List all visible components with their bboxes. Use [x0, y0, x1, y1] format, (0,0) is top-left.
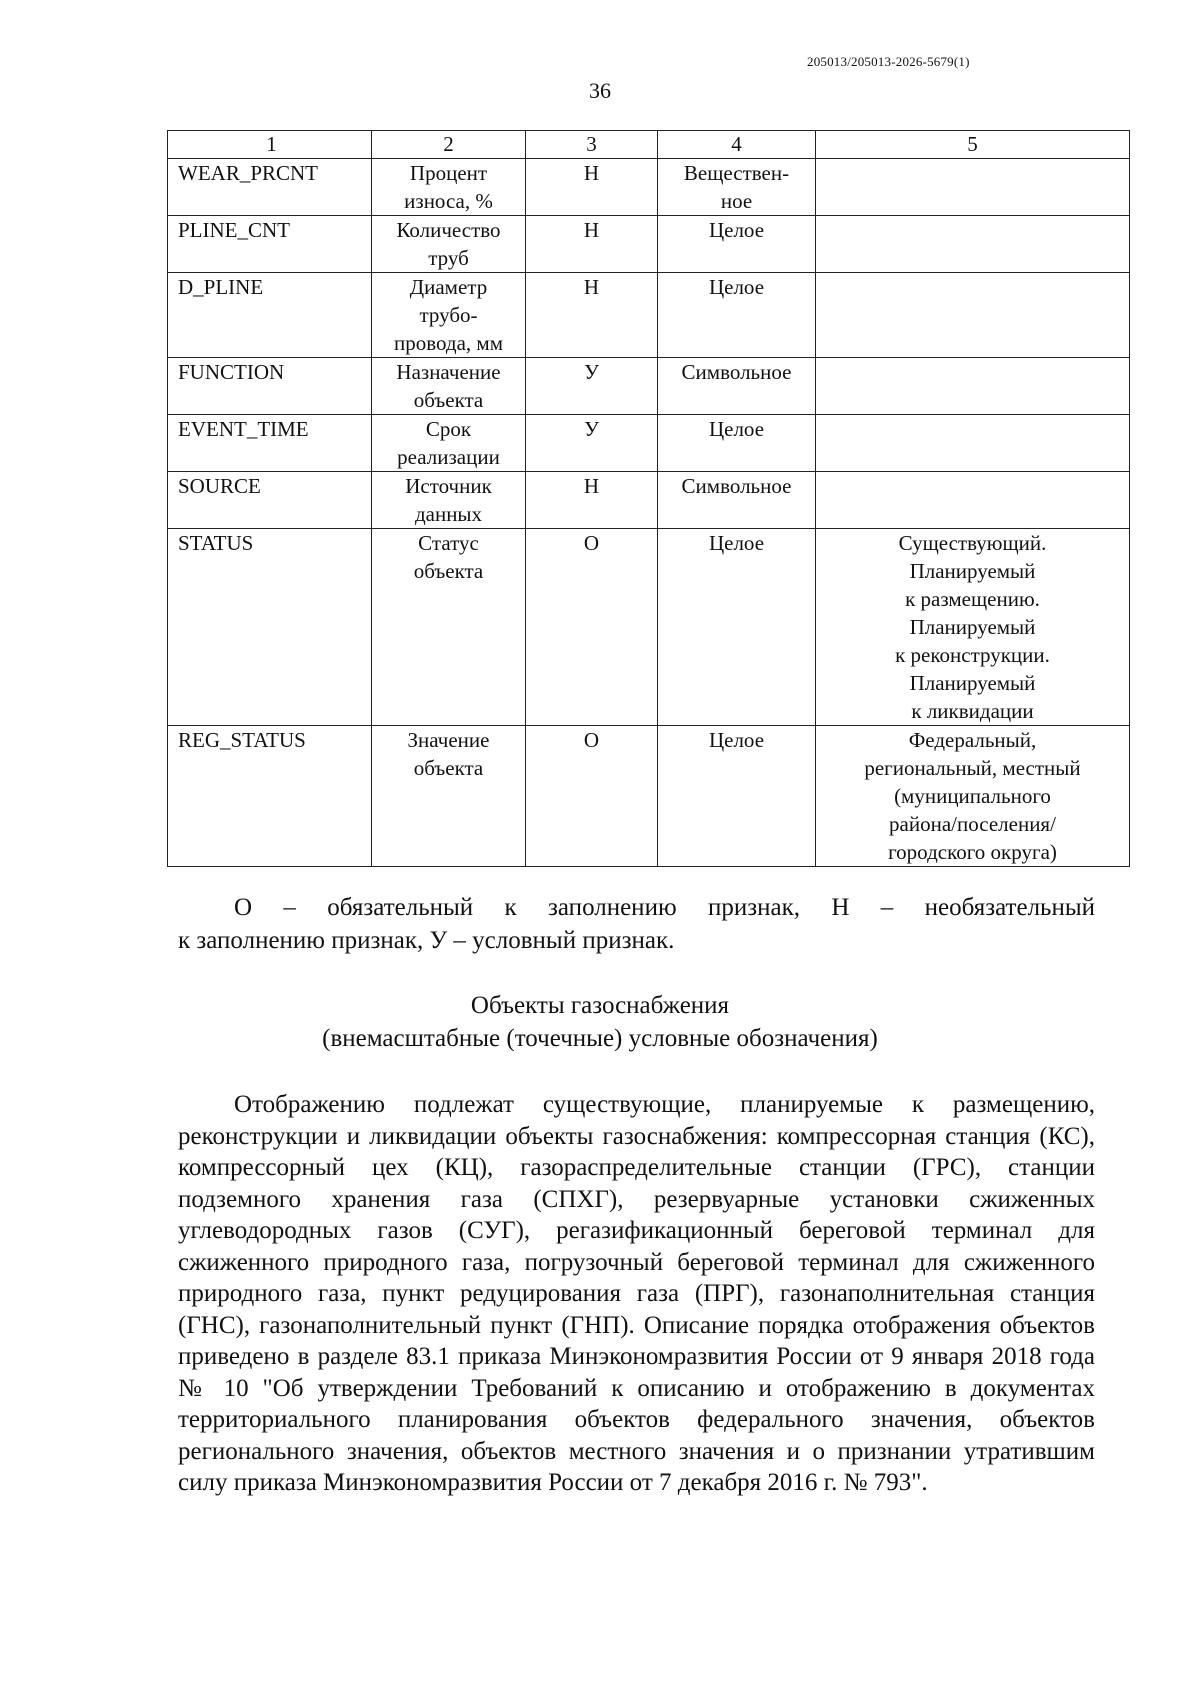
attributes-table: [167, 130, 1130, 867]
table-row: [168, 159, 1130, 216]
attribute-code: PLINE_CNT: [168, 216, 372, 273]
attribute-name: Срок реализации: [372, 415, 526, 472]
attribute-type: Веществен- ное: [658, 159, 816, 216]
attribute-requirement: Н: [526, 216, 658, 273]
section-heading: [0, 989, 1200, 1055]
legend-note: [178, 891, 1095, 957]
column-header-1: 1: [168, 131, 372, 159]
attribute-values: [816, 216, 1130, 273]
column-header-4: 4: [658, 131, 816, 159]
attribute-requirement: Н: [526, 273, 658, 358]
attribute-type: Символьное: [658, 358, 816, 415]
document-id: 205013/205013-2026-5679(1): [807, 54, 970, 69]
attribute-values: Существующий. Планируемый к размещению. Планируемый к реконструкции. Планируемый к ликвидации: [816, 529, 1130, 726]
page-number: 36: [589, 78, 611, 103]
attribute-name: Назначение объекта: [372, 358, 526, 415]
attribute-type: Целое: [658, 415, 816, 472]
attribute-values: [816, 159, 1130, 216]
table-header-row: [168, 131, 1130, 159]
attribute-requirement: О: [526, 529, 658, 726]
section-subtitle: (внемасштабные (точечные) условные обозначения): [322, 1025, 878, 1052]
column-header-5: 5: [816, 131, 1130, 159]
attribute-name: Диаметр трубо- провода, мм: [372, 273, 526, 358]
attribute-code: SOURCE: [168, 472, 372, 529]
attribute-code: STATUS: [168, 529, 372, 726]
attribute-code: REG_STATUS: [168, 726, 372, 867]
table-row: [168, 529, 1130, 726]
attribute-requirement: Н: [526, 472, 658, 529]
attribute-type: Символьное: [658, 472, 816, 529]
attribute-name: Источник данных: [372, 472, 526, 529]
section-title: Объекты газоснабжения: [470, 992, 730, 1019]
attribute-requirement: У: [526, 415, 658, 472]
attribute-values: [816, 273, 1130, 358]
column-header-2: 2: [372, 131, 526, 159]
table-row: [168, 726, 1130, 867]
legend-line-1: О – обязательный к заполнению признак, Н – необязательный: [234, 894, 1095, 921]
attribute-values: [816, 472, 1130, 529]
attribute-name: Процент износа, %: [372, 159, 526, 216]
attribute-name: Количество труб: [372, 216, 526, 273]
table-row: [168, 273, 1130, 358]
table-row: [168, 358, 1130, 415]
column-header-3: 3: [526, 131, 658, 159]
attribute-code: WEAR_PRCNT: [168, 159, 372, 216]
attribute-values: [816, 358, 1130, 415]
table-row: [168, 216, 1130, 273]
attribute-values: [816, 415, 1130, 472]
attribute-type: Целое: [658, 726, 816, 867]
attribute-values: Федеральный, региональный, местный (муниципального района/поселения/ городского округа): [816, 726, 1130, 867]
attribute-requirement: О: [526, 726, 658, 867]
body-paragraph: Отображению подлежат существующие, планируемые к размещению, реконструкции и ликвидации объекты газоснабжения: компрессорная станция (КС), компрессорный цех (КЦ), газораспределительные станции (ГРС), станции подземного хранения газа (СПХГ), резервуарные установки сжиженных углеводородных газов (СУГ), регазификационный береговой терминал для сжиженного природного газа, погрузочный береговой терминал для сжиженного природного газа, пункт редуцирования газа (ПРГ), газонаполнительная станция (ГНС), газонаполнительный пункт (ГНП). Описание порядка отображения объектов приведено в разделе 83.1 приказа Минэкономразвития России от 9 января 2018 года № 10 "Об утверждении Требований к описанию и отображению в документах территориального планирования объектов федерального значения, объектов регионального значения, объектов местного значения и о признании утратившим силу приказа Минэкономразвития России от 7 декабря 2016 г. № 793".: [178, 1091, 1095, 1496]
attribute-type: Целое: [658, 273, 816, 358]
attribute-requirement: Н: [526, 159, 658, 216]
attribute-code: EVENT_TIME: [168, 415, 372, 472]
table-row: [168, 472, 1130, 529]
attribute-name: Значение объекта: [372, 726, 526, 867]
attribute-code: D_PLINE: [168, 273, 372, 358]
attribute-name: Статус объекта: [372, 529, 526, 726]
attribute-type: Целое: [658, 529, 816, 726]
attribute-requirement: У: [526, 358, 658, 415]
legend-line-2: к заполнению признак, У – условный признак.: [178, 927, 675, 954]
attribute-type: Целое: [658, 216, 816, 273]
table-row: [168, 415, 1130, 472]
attribute-code: FUNCTION: [168, 358, 372, 415]
